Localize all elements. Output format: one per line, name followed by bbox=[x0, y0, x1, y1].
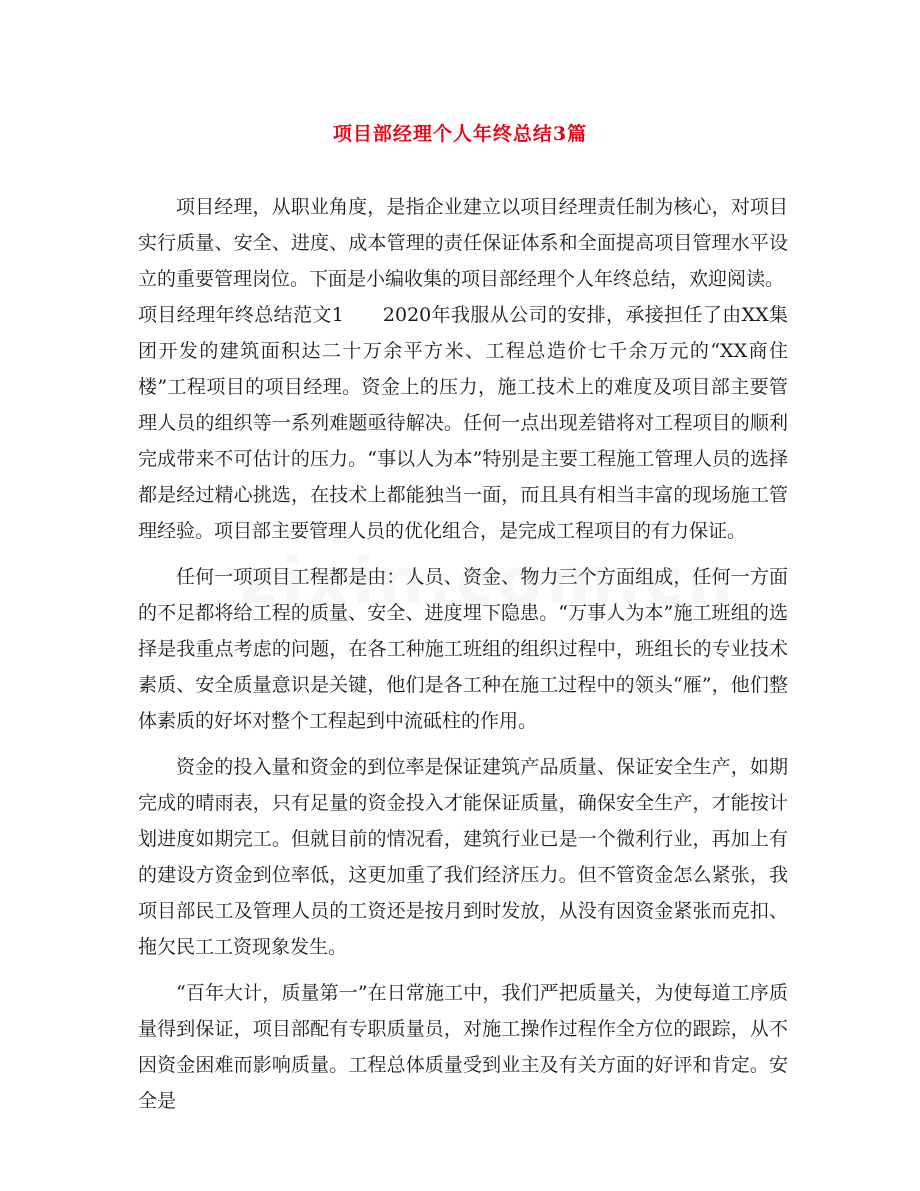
paragraph-funding: 资金的投入量和资金的到位率是保证建筑产品质量、保证安全生产，如期完成的晴雨表，只有足量的资金投入才能保证质量，确保安全生产，才能按计划进度如期完工。但就目前的情况看，建筑行业已是一个微利行业，再加上有的建设方资金到位率低，这更加重了我们经济压力。但不管资金怎么紧张，我项目部民工及管理人员的工资还是按月到时发放，从没有因资金紧张而克扣、拖欠民工工资现象发生。 bbox=[138, 756, 788, 958]
paragraph-sample-1: 项目经理年终总结范文1 2020年我服从公司的安排，承接担任了由XX集团开发的建筑面积达二十万余平方米、工程总造价七千余万元的“XX商住楼”工程项目的项目经理。资金上的压力，施工技术上的难度及项目部主要管理人员的组织等一系列难题亟待解决。任何一点出现差错将对工程项目的顺利完成带来不可估计的压力。“事以人为本”特别是主要工程施工管理人员的选择都是经过精心挑选，在技术上都能独当一面，而且具有相当丰富的现场施工管理经验。项目部主要管理人员的优化组合，是完成工程项目的有力保证。 bbox=[138, 304, 788, 542]
paragraph-intro: 项目经理，从职业角度，是指企业建立以项目经理责任制为核心，对项目实行质量、安全、进度、成本管理的责任保证体系和全面提高项目管理水平设立的重要管理岗位。下面是小编收集的项目部经理个人年终总结，欢迎阅读。 bbox=[138, 196, 788, 290]
document-title: 项目部经理个人年终总结3篇 bbox=[332, 123, 588, 145]
paragraph-resources: 任何一项项目工程都是由：人员、资金、物力三个方面组成，任何一方面的不足都将给工程的质量、安全、进度埋下隐患。“万事人为本”施工班组的选择是我重点考虑的问题，在各工种施工班组的组织过程中，班组长的专业技术素质、安全质量意识是关键，他们是各工种在施工过程中的领头“雁”，他们整体素质的好坏对整个工程起到中流砥柱的作用。 bbox=[138, 566, 788, 732]
paragraph-quality: “百年大计，质量第一”在日常施工中，我们严把质量关，为使每道工序质量得到保证，项目部配有专职质量员，对施工操作过程作全方位的跟踪，从不因资金困难而影响质量。工程总体质量受到业主及有关方面的好评和肯定。安全是 bbox=[138, 982, 788, 1112]
document-body bbox=[138, 189, 788, 1119]
